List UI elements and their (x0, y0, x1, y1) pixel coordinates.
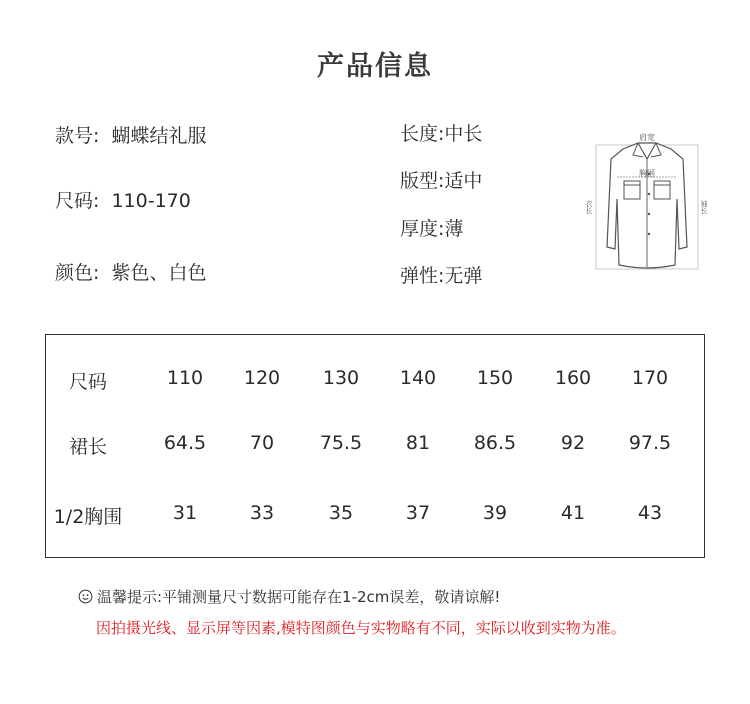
table-cell: 81 (405, 432, 431, 454)
style-value: 蝴蝶结礼服 (111, 125, 207, 147)
size-range-row (55, 186, 191, 213)
table-row (46, 367, 704, 397)
table-cell: 43 (637, 502, 663, 524)
style-number-row (55, 121, 206, 148)
color-label: 颜色: (55, 262, 100, 284)
sleeve-label: 袖长 (700, 200, 708, 214)
size-label: 尺码: (55, 190, 100, 212)
table-cell: 33 (249, 502, 275, 524)
shirt-measurement-diagram (583, 129, 711, 275)
table-cell: 160 (554, 367, 592, 389)
row-header: 尺码 (68, 371, 107, 393)
table-cell: 120 (243, 367, 281, 389)
row-header: 1/2胸围 (53, 506, 123, 528)
table-cell: 150 (476, 367, 514, 389)
color-disclaimer: 因拍摄光线、显示屏等因素,模特图颜色与实物略有不同，实际以收到实物为准。 (96, 619, 626, 637)
tip-text: 温馨提示:平铺测量尺寸数据可能存在1-2cm误差，敬请谅解! (97, 588, 501, 606)
table-cell: 75.5 (319, 432, 363, 454)
table-cell: 170 (631, 367, 669, 389)
fit-spec: 版型:适中 (400, 170, 483, 192)
measurement-tip (78, 586, 500, 607)
table-cell: 110 (166, 367, 204, 389)
table-cell: 41 (560, 502, 586, 524)
style-label: 款号: (55, 125, 100, 147)
color-value: 紫色、白色 (111, 262, 207, 284)
thickness-spec: 厚度:薄 (400, 218, 464, 240)
chest-label: 胸围 (639, 169, 655, 178)
color-row (55, 258, 206, 285)
table-cell: 97.5 (628, 432, 672, 454)
row-header: 裙长 (68, 436, 107, 458)
table-row (46, 502, 704, 532)
table-cell: 35 (328, 502, 354, 524)
shoulder-label: 肩宽 (639, 133, 655, 142)
table-cell: 140 (399, 367, 437, 389)
length-spec: 长度:中长 (400, 123, 483, 145)
page-title: 产品信息 (317, 51, 433, 82)
table-cell: 37 (405, 502, 431, 524)
elasticity-spec: 弹性:无弹 (400, 265, 483, 287)
table-cell: 70 (249, 432, 275, 454)
table-row (46, 432, 704, 462)
table-cell: 86.5 (473, 432, 517, 454)
size-table (45, 334, 705, 558)
table-cell: 92 (560, 432, 586, 454)
length-label: 衣长 (585, 200, 593, 214)
smiley-icon (78, 589, 93, 604)
table-cell: 64.5 (163, 432, 207, 454)
table-cell: 39 (482, 502, 508, 524)
table-cell: 31 (172, 502, 198, 524)
table-cell: 130 (322, 367, 360, 389)
size-value: 110-170 (111, 190, 191, 212)
